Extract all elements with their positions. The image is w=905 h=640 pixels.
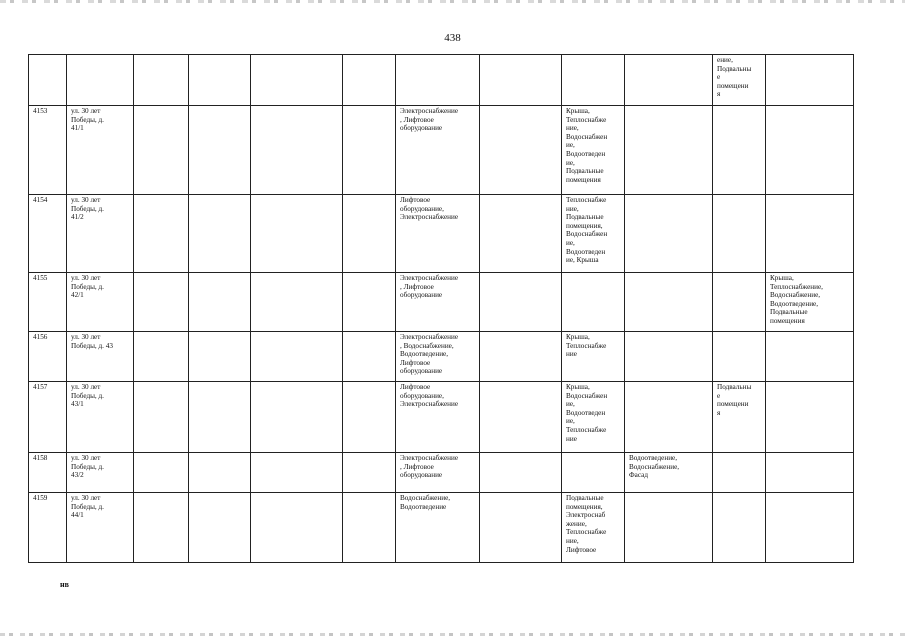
address-cell: ул. 30 лет Победы, д. 44/1 — [67, 493, 134, 563]
cell — [251, 195, 343, 273]
cell — [343, 106, 396, 195]
work-list-cell: Электроснабжение , Водоснабжение, Водоотведение, Лифтовое оборудование — [396, 332, 480, 382]
work-list-cell — [766, 106, 854, 195]
work-list-cell — [766, 493, 854, 563]
cell — [480, 106, 562, 195]
work-list-cell: Лифтовое оборудование, Электроснабжение — [396, 382, 480, 453]
cell — [134, 106, 189, 195]
cell — [343, 55, 396, 106]
cell — [480, 195, 562, 273]
work-list-cell — [625, 493, 713, 563]
work-list-cell — [713, 493, 766, 563]
cell — [766, 55, 854, 106]
work-list-cell — [713, 273, 766, 332]
cell — [251, 106, 343, 195]
work-list-cell: Электроснабжение , Лифтовое оборудование — [396, 453, 480, 493]
cell — [251, 453, 343, 493]
cell — [134, 332, 189, 382]
cell — [189, 382, 251, 453]
work-list-cell: Подвальные помещения, Электроснаб жение, Теплоснабже ние, Лифтовое — [562, 493, 625, 563]
cell — [189, 453, 251, 493]
cell — [480, 453, 562, 493]
work-list-cell — [625, 273, 713, 332]
table-row-continuation — [29, 55, 854, 106]
cell — [343, 493, 396, 563]
row-number: 4159 — [29, 493, 67, 563]
work-list-cell — [713, 106, 766, 195]
work-list-cell: Теплоснабже ние, Подвальные помещения, Водоснабжен ие, Водоотведен ие, Крыша — [562, 195, 625, 273]
table-row — [29, 382, 854, 453]
cell — [251, 273, 343, 332]
cell — [251, 332, 343, 382]
cell — [343, 453, 396, 493]
table-row — [29, 273, 854, 332]
work-list-cell — [625, 332, 713, 382]
footer-initials: нв — [60, 580, 69, 589]
work-list-cell: Водоотведение, Водоснабжение, Фасад — [625, 453, 713, 493]
work-list-cell: Крыша, Теплоснабже ние — [562, 332, 625, 382]
cell — [134, 273, 189, 332]
address-cell: ул. 30 лет Победы, д. 41/1 — [67, 106, 134, 195]
cell — [189, 106, 251, 195]
work-list-cell: Лифтовое оборудование, Электроснабжение — [396, 195, 480, 273]
cell — [134, 382, 189, 453]
cell — [251, 493, 343, 563]
work-list-cell: Водоснабжение, Водоотведение — [396, 493, 480, 563]
work-list-cell: Крыша, Теплоснабжение, Водоснабжение, Водоотведение, Подвальные помещения — [766, 273, 854, 332]
work-list-cell — [713, 332, 766, 382]
table-row — [29, 195, 854, 273]
cell — [189, 195, 251, 273]
work-list-cell — [766, 195, 854, 273]
table-row — [29, 332, 854, 382]
cell — [480, 273, 562, 332]
cell — [625, 55, 713, 106]
cell — [251, 382, 343, 453]
address-cell: ул. 30 лет Победы, д. 43/2 — [67, 453, 134, 493]
scan-edge-bottom — [0, 633, 905, 636]
address-cell: ул. 30 лет Победы, д. 42/1 — [67, 273, 134, 332]
work-list-cell — [625, 106, 713, 195]
work-list-cell — [766, 453, 854, 493]
address-cell: ул. 30 лет Победы, д. 41/2 — [67, 195, 134, 273]
work-list-cell — [562, 453, 625, 493]
work-list-cell — [766, 382, 854, 453]
address-cell: ул. 30 лет Победы, д. 43 — [67, 332, 134, 382]
cell — [134, 453, 189, 493]
work-list-cell — [562, 273, 625, 332]
work-list-cell: Электроснабжение , Лифтовое оборудование — [396, 273, 480, 332]
work-list-cell — [625, 382, 713, 453]
repair-schedule-table — [28, 54, 854, 563]
cell — [343, 273, 396, 332]
table-row — [29, 493, 854, 563]
work-list-cell: Подвальны е помещени я — [713, 382, 766, 453]
cell — [480, 382, 562, 453]
cell — [251, 55, 343, 106]
row-number: 4157 — [29, 382, 67, 453]
table-row — [29, 106, 854, 195]
row-number: 4155 — [29, 273, 67, 332]
cell — [343, 195, 396, 273]
cell — [134, 195, 189, 273]
cell — [343, 332, 396, 382]
table-row — [29, 453, 854, 493]
cell — [134, 55, 189, 106]
cell-work-list: ение, Подвальны е помещени я — [713, 55, 766, 106]
cell — [189, 273, 251, 332]
cell — [134, 493, 189, 563]
work-list-cell: Крыша, Теплоснабже ние, Водоснабжен ие, Водоотведен ие, Подвальные помещения — [562, 106, 625, 195]
cell — [480, 493, 562, 563]
scan-edge-top — [0, 0, 905, 3]
row-number: 4154 — [29, 195, 67, 273]
cell — [343, 382, 396, 453]
page-number: 438 — [444, 32, 461, 44]
cell — [396, 55, 480, 106]
row-number: 4156 — [29, 332, 67, 382]
address-cell: ул. 30 лет Победы, д. 43/1 — [67, 382, 134, 453]
work-list-cell — [713, 195, 766, 273]
work-list-cell — [713, 453, 766, 493]
cell — [67, 55, 134, 106]
row-number: 4158 — [29, 453, 67, 493]
work-list-cell — [625, 195, 713, 273]
cell — [29, 55, 67, 106]
work-list-cell: Электроснабжение , Лифтовое оборудование — [396, 106, 480, 195]
cell — [480, 332, 562, 382]
cell — [189, 332, 251, 382]
cell — [480, 55, 562, 106]
cell — [189, 493, 251, 563]
cell — [562, 55, 625, 106]
row-number: 4153 — [29, 106, 67, 195]
cell — [189, 55, 251, 106]
work-list-cell — [766, 332, 854, 382]
work-list-cell: Крыша, Водоснабжен ие, Водоотведен ие, Теплоснабже ние — [562, 382, 625, 453]
